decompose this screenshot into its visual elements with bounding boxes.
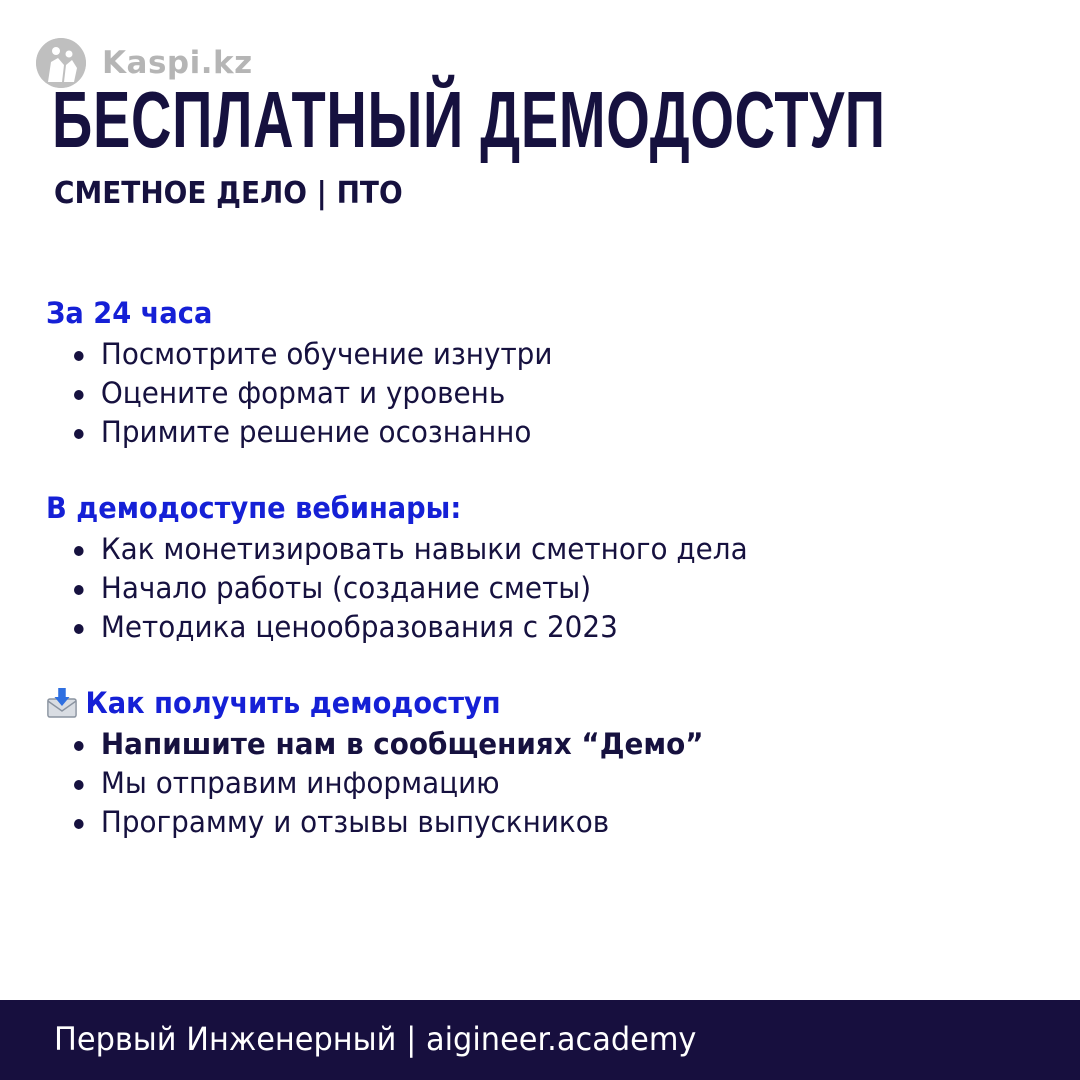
section-list-how-to-get (74, 725, 730, 842)
page-subtitle: СМЕТНОЕ ДЕЛО | ПТО (54, 176, 403, 211)
bullet-icon (74, 390, 84, 400)
section-list-24h (74, 335, 572, 452)
list-item-text: Программу и отзывы выпускников (100, 805, 610, 839)
bullet-icon (74, 741, 84, 751)
list-item (74, 569, 748, 608)
list-item-text: Методика ценообразования с 2023 (100, 610, 618, 644)
list-item-text: Мы отправим информацию (100, 766, 500, 800)
kaspi-watermark-text: Kaspi.kz (102, 45, 253, 81)
envelope-arrow-icon (46, 687, 78, 719)
section-list-webinars (74, 530, 776, 647)
bullet-icon (74, 585, 84, 595)
list-item-text: Напишите нам в сообщениях “Демо” (100, 727, 704, 761)
list-item-text: Посмотрите обучение изнутри (100, 337, 553, 371)
bullet-icon (74, 429, 84, 439)
list-item (74, 530, 748, 569)
list-item-text: Как монетизировать навыки сметного дела (100, 532, 748, 566)
list-item (74, 803, 704, 842)
footer-text: Первый Инженерный | aigineer.academy (54, 1020, 697, 1058)
bullet-icon (74, 351, 84, 361)
section-heading-24h (46, 296, 212, 330)
list-item (74, 764, 704, 803)
bullet-icon (74, 819, 84, 829)
list-item-text: Примите решение осознанно (100, 415, 532, 449)
list-item (74, 335, 552, 374)
section-heading-label: Как получить демодоступ (85, 686, 501, 720)
section-heading-webinars (46, 491, 461, 525)
section-heading-label: В демодоступе вебинары: (46, 491, 462, 525)
section-heading-how-to-get (46, 686, 501, 720)
bullet-icon (74, 546, 84, 556)
bullet-icon (74, 624, 84, 634)
list-item (74, 374, 552, 413)
page-title: БЕСПЛАТНЫЙ ДЕМОДОСТУП (52, 75, 886, 164)
list-item-text: Начало работы (создание сметы) (100, 571, 592, 605)
list-item (74, 608, 748, 647)
list-item (74, 413, 552, 452)
list-item-text: Оцените формат и уровень (100, 376, 506, 410)
list-item (74, 725, 704, 764)
section-heading-label: За 24 часа (46, 296, 213, 330)
bullet-icon (74, 780, 84, 790)
footer-bar (0, 1000, 1080, 1080)
